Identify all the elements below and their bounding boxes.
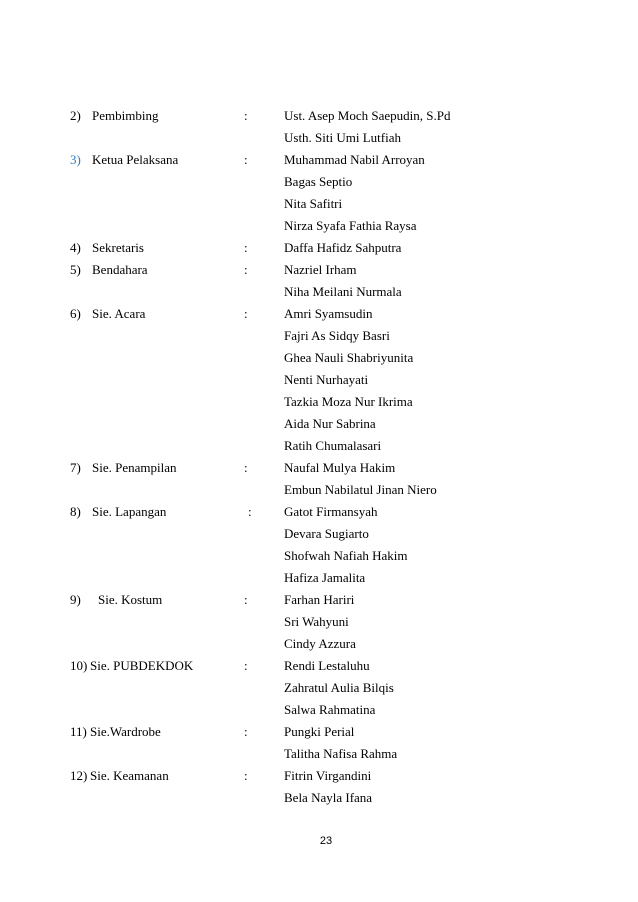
- member-name: Fajri As Sidqy Basri: [284, 328, 390, 343]
- section-role: Sie. PUBDEKDOK: [90, 658, 194, 673]
- committee-section-row: [70, 765, 590, 787]
- member-name: Salwa Rahmatina: [284, 702, 376, 717]
- member-name: Nazriel Irham: [284, 262, 357, 277]
- section-role: Sie. Acara: [92, 306, 146, 321]
- section-number: 11): [70, 724, 87, 739]
- committee-member-row: [70, 413, 590, 435]
- committee-section-row: [70, 721, 590, 743]
- member-name: Farhan Hariri: [284, 592, 355, 607]
- section-number: 3): [70, 152, 81, 167]
- committee-member-row: [70, 479, 590, 501]
- committee-member-row: [70, 281, 590, 303]
- member-name: Ust. Asep Moch Saepudin, S.Pd: [284, 108, 451, 123]
- committee-member-row: [70, 611, 590, 633]
- section-number: 9): [70, 592, 81, 607]
- member-name: Daffa Hafidz Sahputra: [284, 240, 402, 255]
- colon-separator: :: [244, 108, 248, 123]
- member-name: Embun Nabilatul Jinan Niero: [284, 482, 437, 497]
- section-number: 10): [70, 658, 88, 673]
- member-name: Hafiza Jamalita: [284, 570, 366, 585]
- member-name: Cindy Azzura: [284, 636, 356, 651]
- member-name: Muhammad Nabil Arroyan: [284, 152, 425, 167]
- section-role: Sie. Keamanan: [90, 768, 169, 783]
- committee-section-row: [70, 457, 590, 479]
- member-name: Ratih Chumalasari: [284, 438, 382, 453]
- section-role: Bendahara: [92, 262, 148, 277]
- committee-member-row: [70, 325, 590, 347]
- committee-list: [70, 105, 590, 809]
- colon-separator: :: [244, 724, 248, 739]
- section-number: 7): [70, 460, 81, 475]
- section-role: Sie. Kostum: [98, 592, 163, 607]
- member-name: Nirza Syafa Fathia Raysa: [284, 218, 417, 233]
- committee-member-row: [70, 523, 590, 545]
- committee-member-row: [70, 787, 590, 809]
- committee-member-row: [70, 699, 590, 721]
- committee-member-row: [70, 567, 590, 589]
- section-number: 6): [70, 306, 81, 321]
- colon-separator: :: [244, 592, 248, 607]
- member-name: Bela Nayla Ifana: [284, 790, 373, 805]
- committee-member-row: [70, 435, 590, 457]
- member-name: Sri Wahyuni: [284, 614, 349, 629]
- colon-separator: :: [244, 262, 248, 277]
- member-name: Tazkia Moza Nur Ikrima: [284, 394, 413, 409]
- colon-separator: :: [244, 768, 248, 783]
- section-role: Sie. Lapangan: [92, 504, 167, 519]
- section-role: Pembimbing: [92, 108, 159, 123]
- member-name: Naufal Mulya Hakim: [284, 460, 396, 475]
- member-name: Gatot Firmansyah: [284, 504, 378, 519]
- committee-section-row: [70, 655, 590, 677]
- section-role: Ketua Pelaksana: [92, 152, 179, 167]
- committee-member-row: [70, 743, 590, 765]
- committee-section-row: [70, 303, 590, 325]
- section-role: Sie. Penampilan: [92, 460, 177, 475]
- committee-member-row: [70, 391, 590, 413]
- member-name: Talitha Nafisa Rahma: [284, 746, 398, 761]
- member-name: Nenti Nurhayati: [284, 372, 369, 387]
- member-name: Usth. Siti Umi Lutfiah: [284, 130, 401, 145]
- member-name: Bagas Septio: [284, 174, 353, 189]
- committee-member-row: [70, 171, 590, 193]
- section-number: 12): [70, 768, 88, 783]
- colon-separator: :: [244, 152, 248, 167]
- committee-member-row: [70, 215, 590, 237]
- page-number: 23: [319, 835, 333, 847]
- member-name: Nita Safitri: [284, 196, 343, 211]
- section-role: Sekretaris: [92, 240, 144, 255]
- section-number: 4): [70, 240, 81, 255]
- section-number: 2): [70, 108, 81, 123]
- committee-section-row: [70, 237, 590, 259]
- member-name: Aida Nur Sabrina: [284, 416, 376, 431]
- colon-separator: :: [244, 460, 248, 475]
- committee-member-row: [70, 193, 590, 215]
- colon-separator: :: [244, 240, 248, 255]
- member-name: Niha Meilani Nurmala: [284, 284, 402, 299]
- section-role: Sie.Wardrobe: [90, 724, 161, 739]
- colon-separator: :: [244, 658, 248, 673]
- committee-section-row: [70, 259, 590, 281]
- committee-section-row: [70, 589, 590, 611]
- member-name: Fitrin Virgandini: [284, 768, 372, 783]
- committee-member-row: [70, 369, 590, 391]
- committee-member-row: [70, 677, 590, 699]
- member-name: Zahratul Aulia Bilqis: [284, 680, 394, 695]
- member-name: Amri Syamsudin: [284, 306, 373, 321]
- section-number: 8): [70, 504, 81, 519]
- section-number: 5): [70, 262, 81, 277]
- member-name: Ghea Nauli Shabriyunita: [284, 350, 414, 365]
- committee-section-row: [70, 149, 590, 171]
- committee-member-row: [70, 545, 590, 567]
- committee-section-row: [70, 105, 590, 127]
- committee-section-row: [70, 501, 590, 523]
- member-name: Rendi Lestaluhu: [284, 658, 370, 673]
- member-name: Pungki Perial: [284, 724, 355, 739]
- member-name: Devara Sugiarto: [284, 526, 369, 541]
- committee-member-row: [70, 633, 590, 655]
- colon-separator: :: [244, 306, 248, 321]
- colon-separator: :: [248, 504, 252, 519]
- committee-member-row: [70, 347, 590, 369]
- committee-member-row: [70, 127, 590, 149]
- member-name: Shofwah Nafiah Hakim: [284, 548, 408, 563]
